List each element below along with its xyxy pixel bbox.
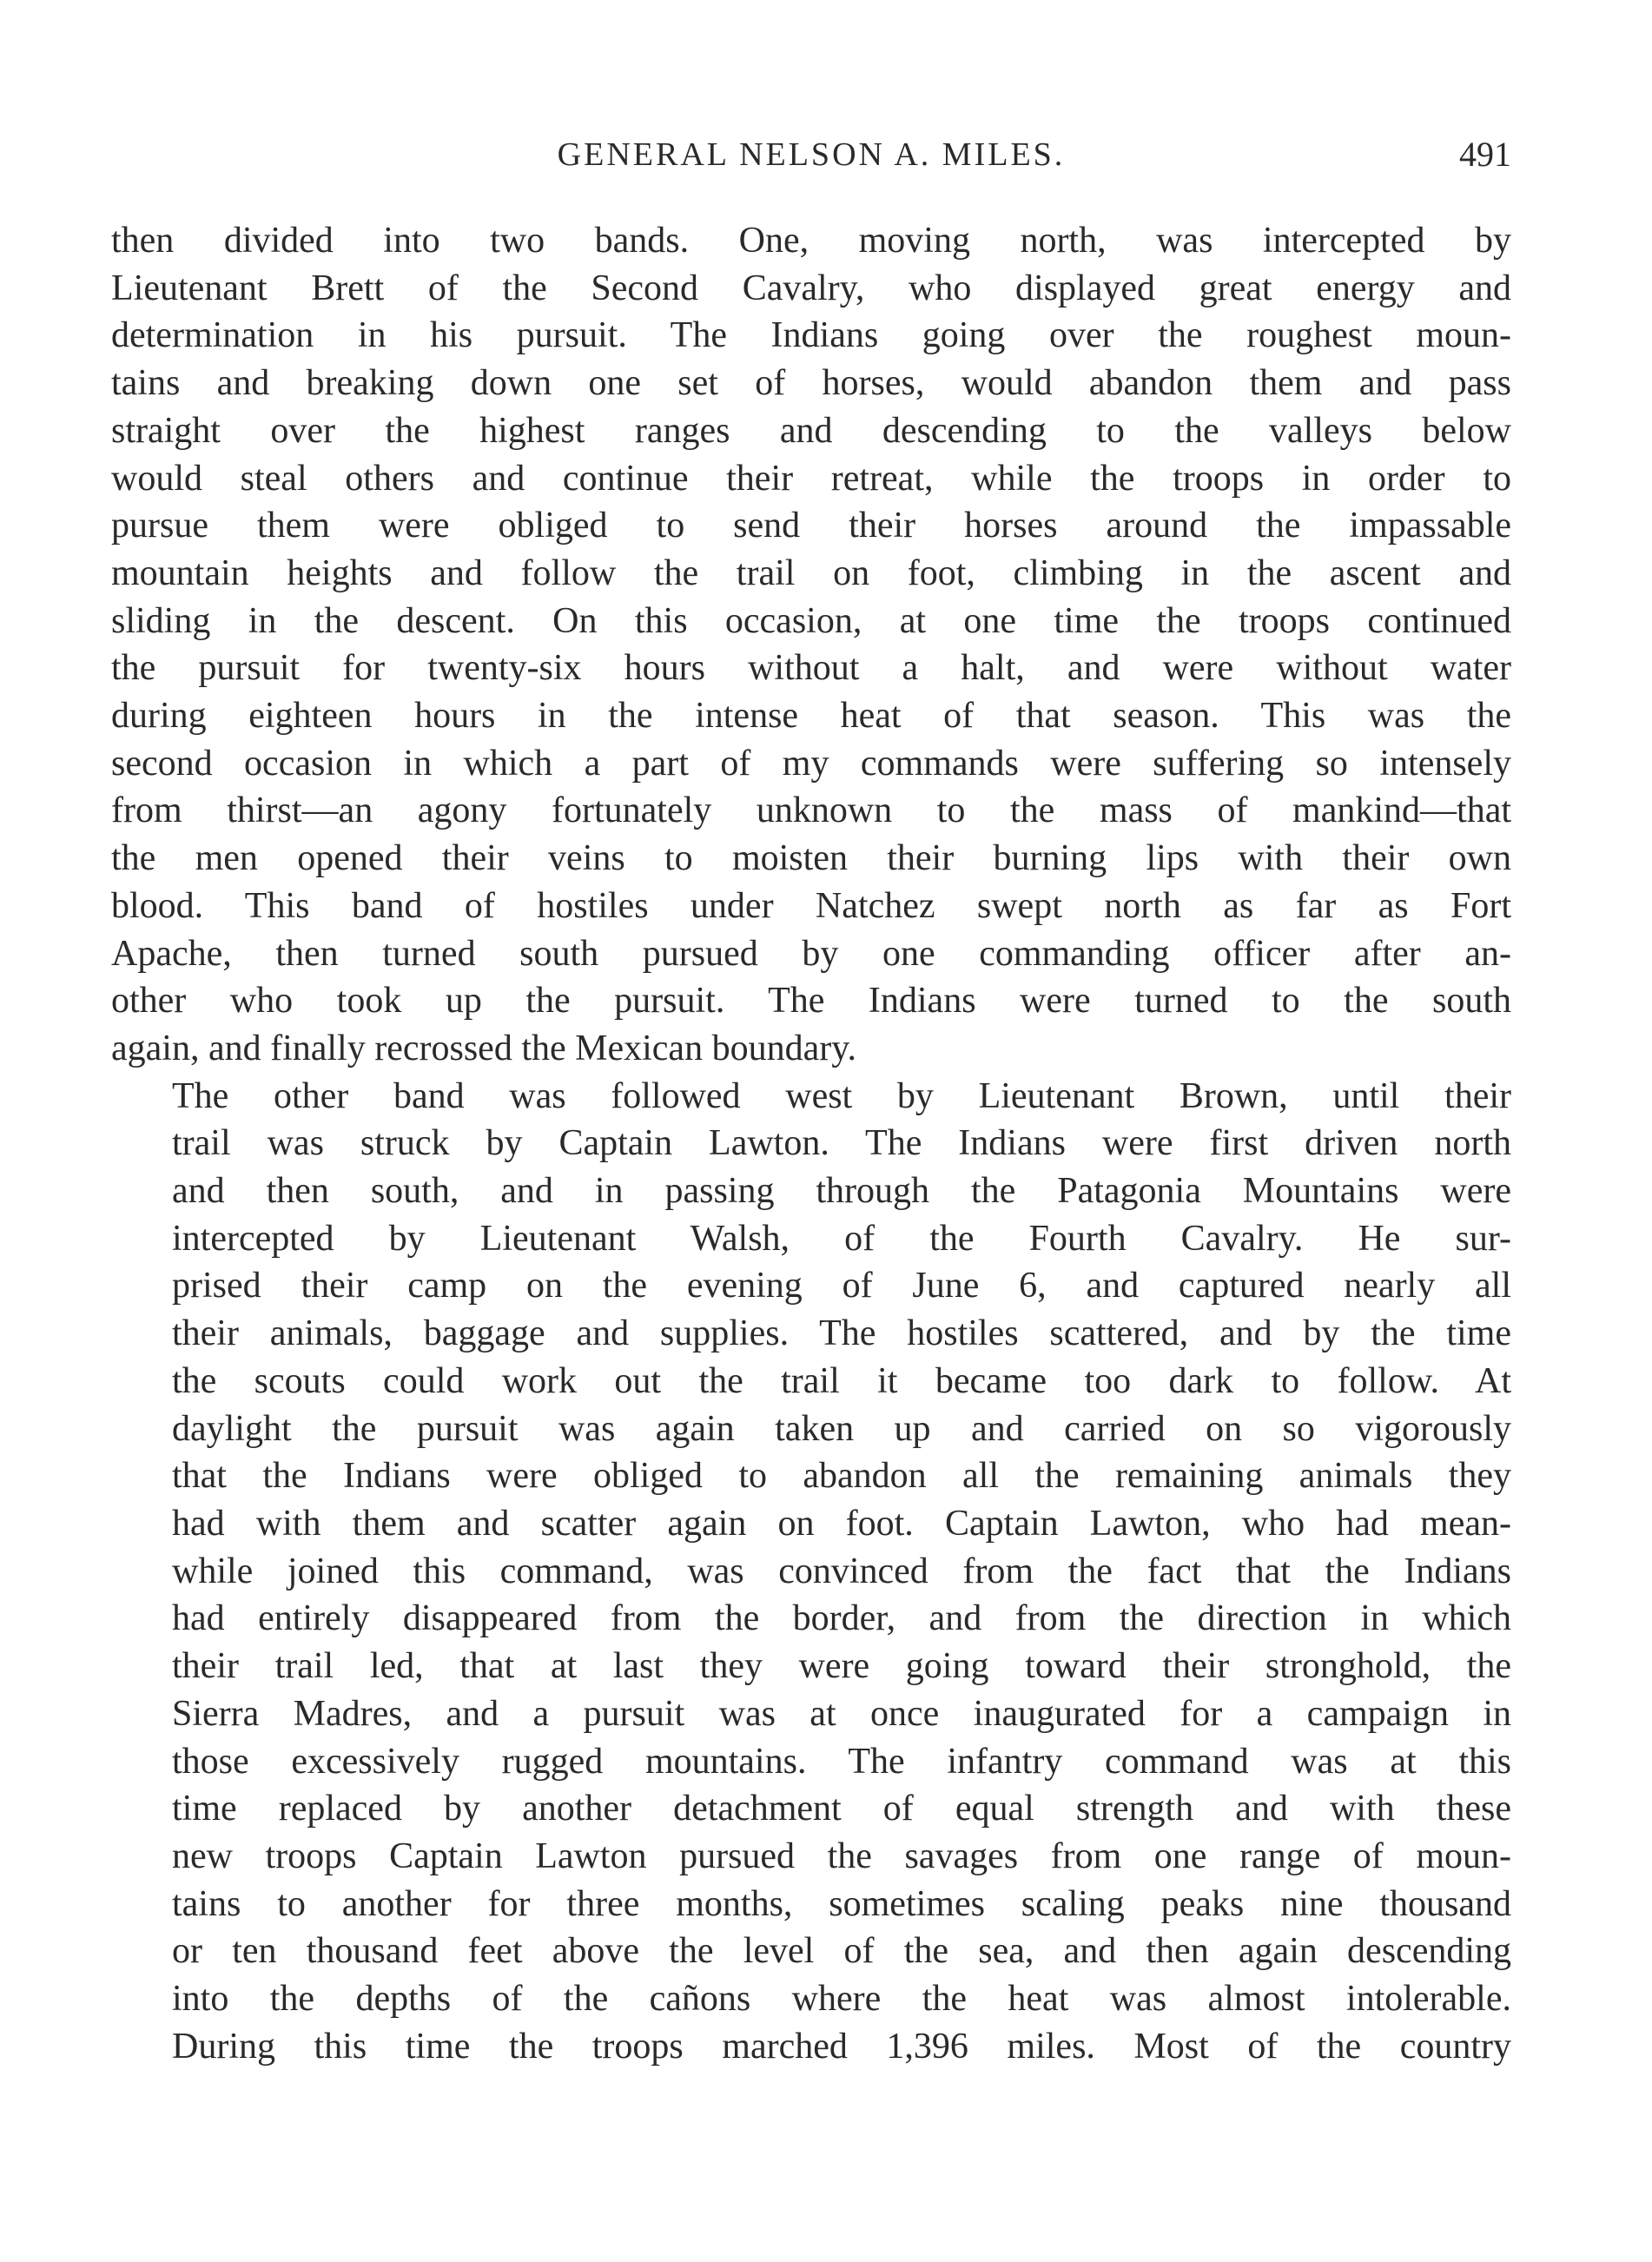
text-line: pursue them were obliged to send their horses around the impassable (111, 506, 1511, 546)
text-line: second occasion in which a part of my commands were suffering so intensely (111, 743, 1511, 784)
text-line: the pursuit for twenty-six hours without a halt, and were without water (111, 648, 1511, 689)
text-line: into the depths of the cañons where the heat was almost intolerable. (172, 1979, 1511, 2020)
text-line: mountain heights and follow the trail on foot, climbing in the ascent and (111, 552, 1511, 593)
text-line: determination in his pursuit. The Indians going over the roughest moun- (111, 315, 1511, 356)
text-line: the scouts could work out the trail it became too dark to follow. At (172, 1360, 1511, 1401)
text-line: or ten thousand feet above the level of the sea, and then again descending (172, 1931, 1511, 1972)
text-line: blood. This band of hostiles under Natchez swept north as far as Fort (111, 885, 1511, 926)
text-line: then divided into two bands. One, moving north, was intercepted by (111, 221, 1511, 261)
running-title: GENERAL NELSON A. MILES. (557, 136, 1066, 173)
text-line: had entirely disappeared from the border, and from the direction in which (172, 1598, 1511, 1639)
text-line: During this time the troops marched 1,396 miles. Most of the country (172, 2026, 1511, 2067)
text-line: had with them and scatter again on foot. Captain Lawton, who had mean- (172, 1503, 1511, 1544)
text-line: trail was struck by Captain Lawton. The Indians were first driven north (172, 1123, 1511, 1164)
paragraph-1 (111, 217, 1511, 1073)
body-text (111, 217, 1511, 2070)
page-number: 491 (1459, 135, 1511, 174)
text-line: sliding in the descent. On this occasion, at one time the troops continued (111, 600, 1511, 641)
text-line: Apache, then turned south pursued by one commanding officer after an- (111, 933, 1511, 974)
text-line: their animals, baggage and supplies. The hostiles scattered, and by the time (172, 1313, 1511, 1354)
text-line: Sierra Madres, and a pursuit was at once inaugurated for a campaign in (172, 1693, 1511, 1734)
text-line: daylight the pursuit was again taken up and carried on so vigorously (172, 1408, 1511, 1449)
text-line: that the Indians were obliged to abandon all the remaining animals they (172, 1456, 1511, 1497)
text-line: tains to another for three months, sometimes scaling peaks nine thousand (172, 1883, 1511, 1924)
text-line: other who took up the pursuit. The Indians were turned to the south (111, 981, 1511, 1022)
text-line: the men opened their veins to moisten their burning lips with their own (111, 838, 1511, 879)
text-line: again, and finally recrossed the Mexican boundary. (111, 1028, 856, 1068)
text-line: new troops Captain Lawton pursued the savages from one range of moun- (172, 1835, 1511, 1876)
text-line: from thirst—an agony fortunately unknown to the mass of mankind—that (111, 790, 1511, 831)
text-line: those excessively rugged mountains. The infantry command was at this (172, 1741, 1511, 1782)
paragraph-2 (111, 1073, 1511, 2071)
running-head (111, 129, 1511, 181)
text-line: tains and breaking down one set of horses, would abandon them and pass (111, 363, 1511, 404)
text-line: The other band was followed west by Lieutenant Brown, until their (172, 1075, 1511, 1116)
text-line: time replaced by another detachment of equal strength and with these (172, 1789, 1511, 1829)
text-line: would steal others and continue their retreat, while the troops in order to (111, 458, 1511, 499)
text-line: Lieutenant Brett of the Second Cavalry, who displayed great energy and (111, 268, 1511, 308)
text-line: and then south, and in passing through the Patagonia Mountains were (172, 1171, 1511, 1212)
text-line: prised their camp on the evening of June 6, and captured nearly all (172, 1266, 1511, 1306)
text-line: their trail led, that at last they were going toward their stronghold, the (172, 1646, 1511, 1687)
text-line: straight over the highest ranges and descending to the valleys below (111, 410, 1511, 451)
text-line: intercepted by Lieutenant Walsh, of the Fourth Cavalry. He sur- (172, 1218, 1511, 1259)
text-line: during eighteen hours in the intense heat of that season. This was the (111, 696, 1511, 737)
text-line: while joined this command, was convinced from the fact that the Indians (172, 1551, 1511, 1591)
